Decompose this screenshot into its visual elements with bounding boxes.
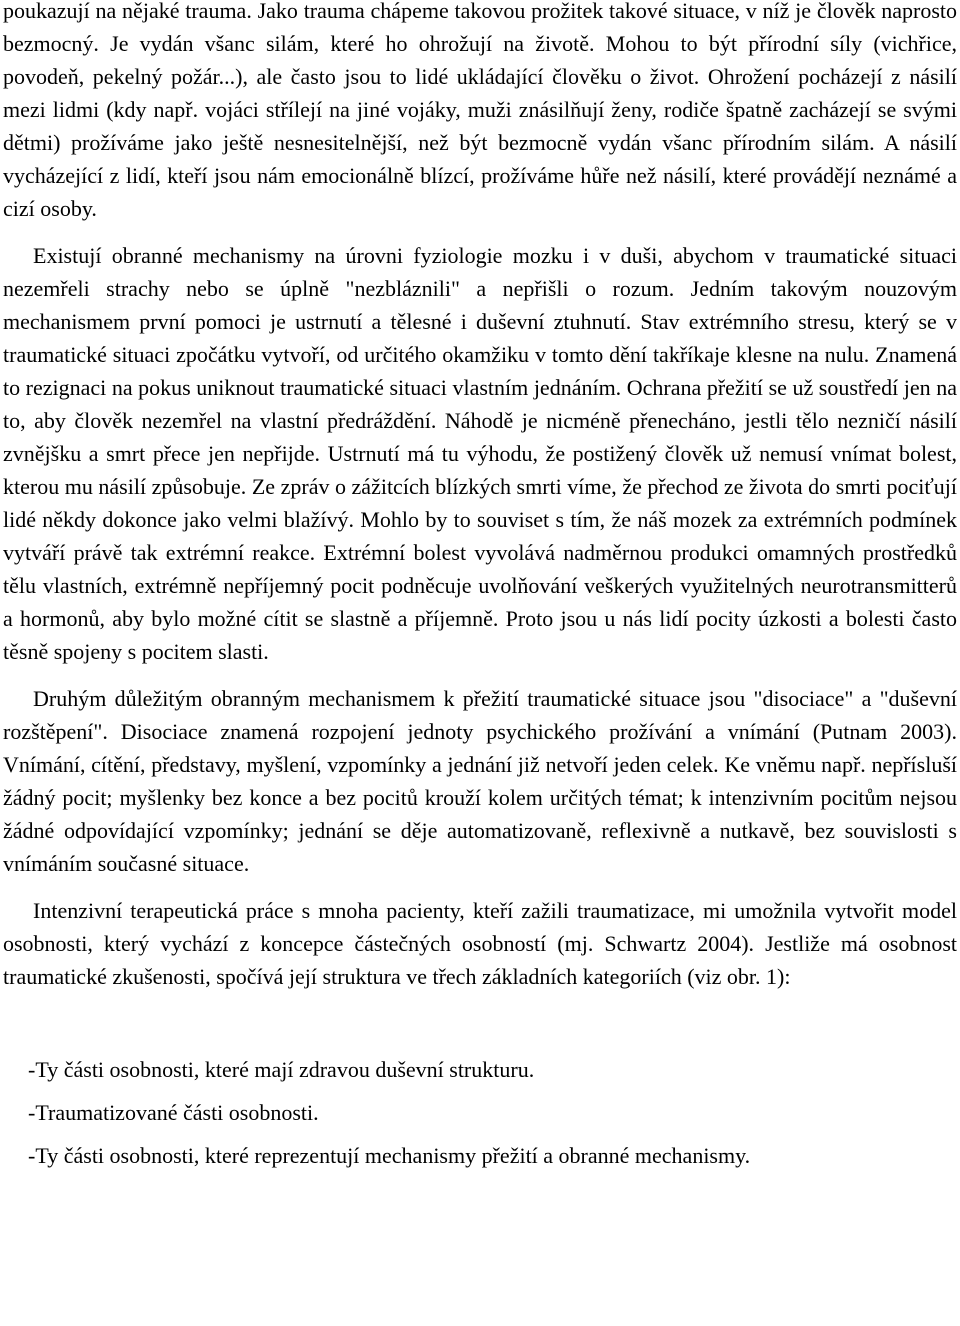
paragraph-defense-mechanisms: Existují obranné mechanismy na úrovni fyziologie mozku i v duši, abychom v traumatické situaci nezemřeli strachy nebo se úplně "nezbláznili" a nepřišli o rozum. Jedním takovým nouzovým mechanismem první pomoci je ustrnutí a tělesné i duševní ztuhnutí. Stav extrémního stresu, který se v traumatické situaci zpočátku vytvoří, od určitého okamžiku v tomto dění takříkaje klesne na nulu. Znamená to rezignaci na pokus uniknout traumatické situaci vlastním jednáním. Ochrana přežití se už soustředí jen na to, aby člověk nezemřel na vlastní předráždění. Náhodě je nicméně přenecháno, jestli tělo nezničí násilí zvnějšku a smrt přece jen nepřijde. Ustrnutí má tu výhodu, že postižený člověk už nemusí vnímat bolest, kterou mu násilí způsobuje. Ze zpráv o zážitcích blízkých smrti víme, že přechod ze života do smrti pociťují lidé někdy dokonce jako velmi blažívý. Mohlo by to souviset s tím, že náš mozek za extrémních podmínek vytváří právě tak extrémní reakce. Extrémní bolest vyvolává nadměrnou produkci omamných prostředků tělu vlastních, extrémně nepříjemný pocit podněcuje uvolňování veškerých využitelných neurotransmitterů a hormonů, aby bylo možné cítit se slastně a příjemně. Proto jsou u nás lidí pocity úzkosti a bolesti často těsně spojeny s pocitem slasti. (3, 243, 957, 664)
personality-parts-list (3, 1048, 957, 1177)
document-page (3, 0, 957, 1177)
paragraph-trauma-definition: poukazují na nějaké trauma. Jako trauma chápeme takovou prožitek takové situace, v níž je člověk naprosto bezmocný. Je vydán všanc silám, které ho ohrožují na životě. Mohou to být přírodní síly (vichřice, povodeň, pekelný požár...), ale často jsou to lidé ukládající člověku o život. Ohrožení pocházejí z násilí mezi lidmi (kdy např. vojáci střílejí na jiné vojáky, muži znásilňují ženy, rodiče špatně zacházejí se svými dětmi) prožíváme jako ještě nesnesitelnější, než být bezmocně vydán všanc přírodním silám. A násilí vycházející z lidí, kteří jsou nám emocionálně blízcí, prožíváme hůře než násilí, které provádějí neznámé a cizí osoby. (3, 0, 957, 221)
list-item: -Traumatizované části osobnosti. (28, 1100, 319, 1125)
paragraph-personality-model: Intenzivní terapeutická práce s mnoha pacienty, kteří zažili traumatizace, mi umožnila vytvořit model osobnosti, který vychází z koncepce částečných osobností (mj. Schwartz 2004). Jestliže má osobnost traumatické zkušenosti, spočívá její struktura ve třech základních kategoriích (viz obr. 1): (3, 898, 957, 989)
list-item: -Ty části osobnosti, které mají zdravou duševní strukturu. (28, 1057, 535, 1082)
list-item: -Ty části osobnosti, které reprezentují mechanismy přežití a obranné mechanismy. (28, 1143, 751, 1168)
paragraph-dissociation: Druhým důležitým obranným mechanismem k přežití traumatické situace jsou "disociace" a "duševní rozštěpení". Disociace znamená rozpojení jednoty psychického prožívání a vnímání (Putnam 2003). Vnímání, cítění, představy, myšlení, vzpomínky a jednání již netvoří jeden celek. Ke vněmu např. nepřísluší žádný pocit; myšlenky bez konce a bez pocitů krouží kolem určitých témat; k intenzivním pocitům nejsou žádné odpovídající vzpomínky; jednání se děje automatizovaně, reflexivně a nutkavě, bez souvislosti s vnímáním současné situace. (3, 686, 957, 876)
